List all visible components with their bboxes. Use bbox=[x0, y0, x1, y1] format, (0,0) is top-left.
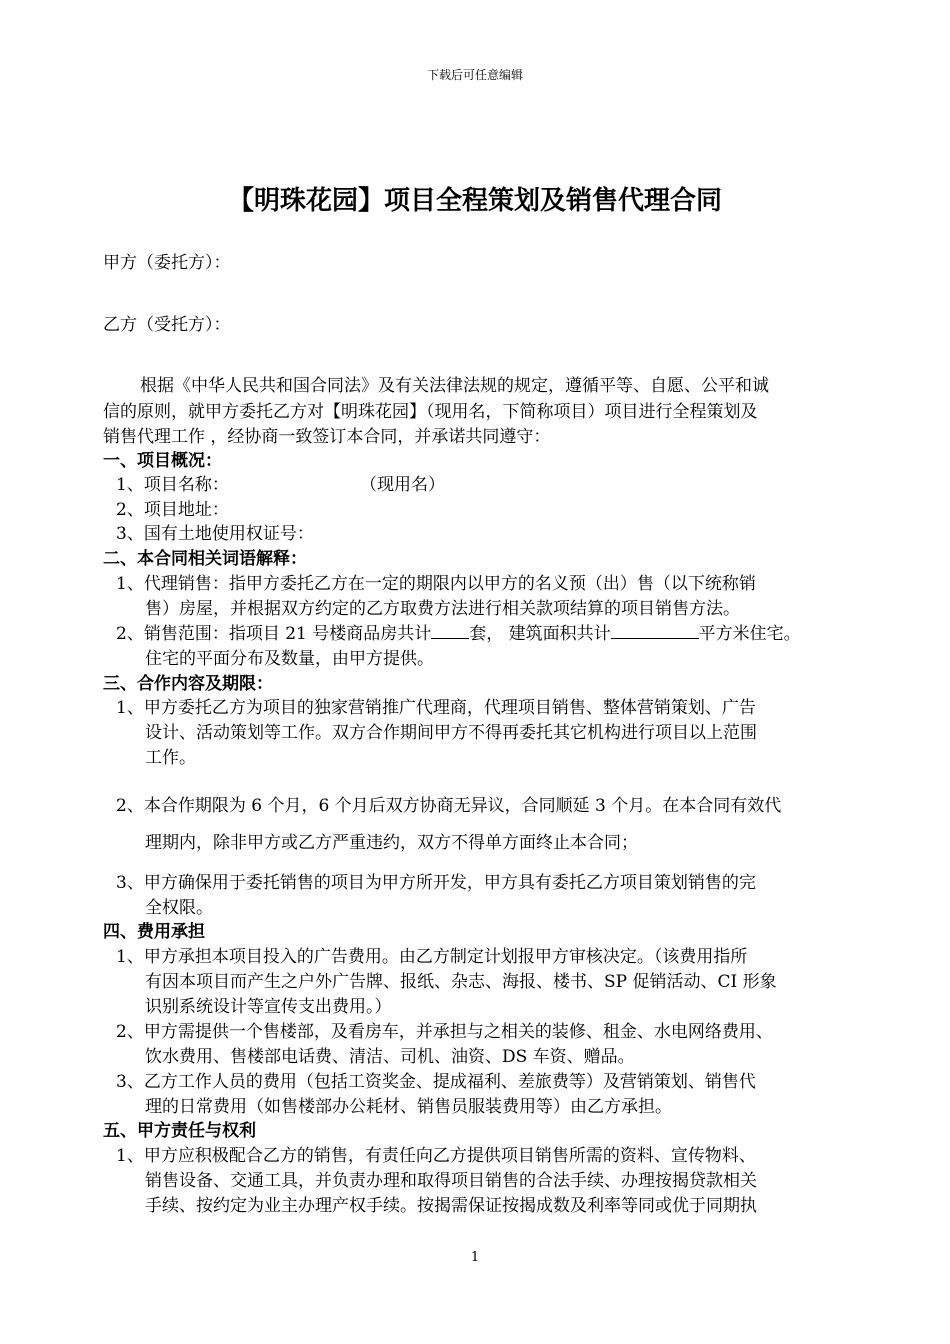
s3-item-1-line-2: 设计、活动策划等工作。双方合作期间甲方不得再委托其它机构进行项目以上范围 bbox=[145, 723, 757, 743]
preamble-line-3: 销售代理工作 ，经协商一致签订本合同，并承诺共同遵守： bbox=[103, 427, 551, 447]
s2-item-2-line-2: 住宅的平面分布及数量，由甲方提供。 bbox=[145, 649, 434, 669]
s4-item-2-line-1: 2、甲方需提供一个售楼部，及看房车，并承担与之相关的装修、租金、水电网络费用、 bbox=[116, 1022, 773, 1042]
s1-item-1-note: （现用名） bbox=[360, 475, 445, 495]
area-blank bbox=[611, 622, 699, 639]
s4-item-1-line-2: 有因本项目而产生之户外广告牌、报纸、杂志、海报、楼书、SP 促销活动、CI 形象 bbox=[145, 972, 777, 992]
s5-item-1-line-3: 手续、按约定为业主办理产权手续。按揭需保证按揭成数及利率等同或优于同期执 bbox=[145, 1196, 757, 1216]
preamble-line-1: 根据《中华人民共和国合同法》及有关法律法规的规定，遵循平等、自愿、公平和诚 bbox=[140, 376, 769, 396]
s3-item-1-line-3: 工作。 bbox=[145, 748, 196, 768]
s3-item-3-line-2: 全权限。 bbox=[145, 898, 213, 918]
s2-item-1-line-2: 售）房屋，并根据双方约定的乙方取费方法进行相关款项结算的项目销售方法。 bbox=[145, 599, 740, 619]
party-b-label: 乙方（受托方）： bbox=[103, 315, 231, 335]
s4-item-2-line-2: 饮水费用、售楼部电话费、清洁、司机、油资、DS 车资、赠品。 bbox=[145, 1047, 635, 1067]
party-a-label: 甲方（委托方）： bbox=[103, 253, 231, 273]
section-3-heading: 三、合作内容及期限： bbox=[103, 674, 273, 694]
s2-item-2-part-a: 2、销售范围：指项目 21 号楼商品房共计 bbox=[116, 624, 432, 644]
s1-item-2: 2、项目地址： bbox=[116, 500, 229, 520]
unit-count-blank bbox=[431, 622, 469, 639]
s4-item-1-line-1: 1、甲方承担本项目投入的广告费用。由乙方制定计划报甲方审核决定。（该费用指所 bbox=[116, 947, 748, 967]
s2-item-2-line-1 bbox=[116, 622, 801, 646]
s4-item-3-line-2: 理的日常费用（如售楼部办公耗材、销售员服装费用等）由乙方承担。 bbox=[145, 1097, 672, 1117]
page-number: 1 bbox=[470, 1250, 480, 1265]
s5-item-1-line-1: 1、甲方应积极配合乙方的销售，有责任向乙方提供项目销售所需的资料、宣传物料、 bbox=[116, 1146, 756, 1166]
s3-item-2-line-2: 理期内，除非甲方或乙方严重违约，双方不得单方面终止本合同； bbox=[145, 833, 638, 853]
section-1-heading: 一、项目概况： bbox=[103, 451, 222, 471]
s3-item-1-line-1: 1、甲方委托乙方为项目的独家营销推广代理商，代理项目销售、整体营销策划、广告 bbox=[116, 698, 756, 718]
s4-item-1-line-3: 识别系统设计等宣传支出费用。） bbox=[145, 997, 392, 1017]
s2-item-2-part-c: 平方米住宅。 bbox=[698, 624, 801, 644]
section-4-heading: 四、费用承担 bbox=[103, 922, 205, 942]
s5-item-1-line-2: 销售设备、交通工具，并负责办理和取得项目销售的合法手续、办理按揭贷款相关 bbox=[145, 1171, 757, 1191]
s2-item-2-part-b: 套， 建筑面积共计 bbox=[469, 624, 611, 644]
section-5-heading: 五、甲方责任与权利 bbox=[103, 1121, 256, 1141]
s3-item-2-line-1: 2、本合作期限为 6 个月，6 个月后双方协商无异议，合同顺延 3 个月。在本合同有效代 bbox=[116, 796, 782, 816]
s3-item-3-line-1: 3、甲方确保用于委托销售的项目为甲方所开发，甲方具有委托乙方项目策划销售的完 bbox=[116, 873, 756, 893]
s1-item-1-label: 1、项目名称： bbox=[116, 475, 229, 495]
section-2-heading: 二、本合同相关词语解释： bbox=[103, 549, 307, 569]
s4-item-3-line-1: 3、乙方工作人员的费用（包括工资奖金、提成福利、差旅费等）及营销策划、销售代 bbox=[116, 1072, 756, 1092]
preamble-line-2: 信的原则，就甲方委托乙方对【明珠花园】（现用名，下简称项目）项目进行全程策划及 bbox=[103, 402, 758, 422]
s1-item-3: 3、国有土地使用权证号： bbox=[116, 524, 314, 544]
document-title: 【明珠花园】项目全程策划及销售代理合同 bbox=[227, 186, 722, 216]
header-note: 下载后可任意编辑 bbox=[426, 68, 523, 82]
s2-item-1-line-1: 1、代理销售：指甲方委托乙方在一定的期限内以甲方的名义预（出）售（以下统称销 bbox=[116, 574, 756, 594]
